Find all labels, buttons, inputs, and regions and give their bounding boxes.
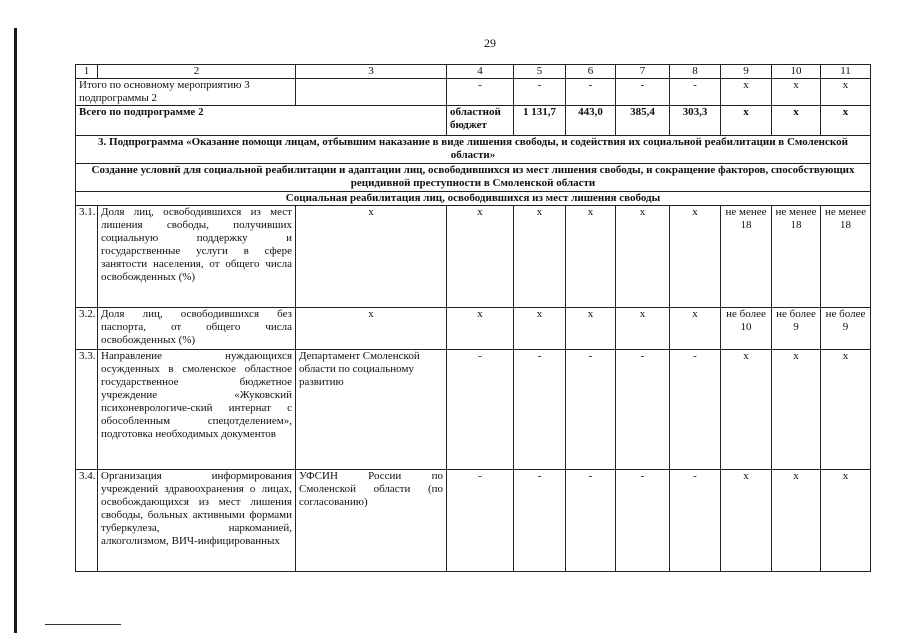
task-title: Социальная реабилитация лиц, освободившихся из мест лишения свободы: [76, 192, 871, 206]
column-number: 3: [296, 65, 447, 79]
value-cell: -: [616, 350, 670, 470]
table-row: [76, 470, 871, 572]
value-cell: х: [566, 308, 616, 350]
executor-cell: [296, 79, 447, 106]
value-cell: x: [772, 79, 821, 106]
item-number: 3.1.: [76, 206, 98, 308]
target-cell: не более 9: [772, 308, 821, 350]
value-cell: -: [447, 350, 514, 470]
target-cell: не менее 18: [821, 206, 871, 308]
value-cell: х: [514, 206, 566, 308]
executor-cell: УФСИН России по Смоленской области (по согласованию): [296, 470, 447, 572]
column-number: 6: [566, 65, 616, 79]
value-cell: -: [447, 79, 514, 106]
table-row: [76, 206, 871, 308]
item-number: 3.4.: [76, 470, 98, 572]
table-row: [76, 350, 871, 470]
value-cell: x: [721, 106, 772, 136]
value-cell: 1 131,7: [514, 106, 566, 136]
row-name: Итого по основному мероприятию 3 подпрограммы 2: [76, 79, 296, 106]
value-cell: х: [566, 206, 616, 308]
section-row: [76, 192, 871, 206]
column-number: 2: [98, 65, 296, 79]
target-cell: не более 9: [821, 308, 871, 350]
value-cell: 303,3: [670, 106, 721, 136]
section-title: 3. Подпрограмма «Оказание помощи лицам, отбывшим наказание в виде лишения свободы, и содействия их социальной реабилитации в Смоленской области»: [76, 136, 871, 164]
target-cell: не менее 18: [721, 206, 772, 308]
item-name: Направление нуждающихся осужденных в смоленское областное государственное бюджетное учреждение «Жуковский психоневрологиче-ский интернат с обособленным спецотделением», подготовка необходимых документов: [98, 350, 296, 470]
target-cell: х: [721, 350, 772, 470]
value-cell: -: [447, 470, 514, 572]
value-cell: х: [447, 308, 514, 350]
column-number: 10: [772, 65, 821, 79]
column-number: 4: [447, 65, 514, 79]
value-cell: -: [670, 470, 721, 572]
executor-cell: Департамент Смоленской области по социальному развитию: [296, 350, 447, 470]
value-cell: -: [670, 350, 721, 470]
page-number: 29: [484, 36, 496, 50]
value-cell: х: [447, 206, 514, 308]
column-number: 9: [721, 65, 772, 79]
section-row: [76, 136, 871, 164]
program-table: [75, 64, 871, 572]
item-name: Доля лиц, освободившихся без паспорта, от общего числа освобожденных (%): [98, 308, 296, 350]
item-number: 3.3.: [76, 350, 98, 470]
target-cell: не менее 18: [772, 206, 821, 308]
value-cell: 385,4: [616, 106, 670, 136]
footnote-rule: [45, 624, 121, 625]
goal-title: Создание условий для социальной реабилитации и адаптации лиц, освободившихся из мест лишения свободы, и сокращение факторов, способствующих рецидивной преступности в Смоленской области: [76, 164, 871, 192]
value-cell: х: [514, 308, 566, 350]
target-cell: х: [821, 470, 871, 572]
value-cell: -: [514, 79, 566, 106]
value-cell: -: [566, 470, 616, 572]
source-cell: областной бюджет: [447, 106, 514, 136]
target-cell: не более 10: [721, 308, 772, 350]
table-row: [76, 79, 871, 106]
target-cell: х: [821, 350, 871, 470]
target-cell: х: [772, 470, 821, 572]
target-cell: х: [772, 350, 821, 470]
executor-cell: х: [296, 206, 447, 308]
value-cell: х: [616, 206, 670, 308]
column-number: 8: [670, 65, 721, 79]
value-cell: x: [821, 106, 871, 136]
item-name: Организация информирования учреждений здравоохранения о лицах, освобождающихся из мест лишения свободы, больных активными формами туберкулеза, наркоманией, алкоголизмом, ВИЧ-инфицированных: [98, 470, 296, 572]
value-cell: 443,0: [566, 106, 616, 136]
value-cell: х: [670, 206, 721, 308]
value-cell: -: [566, 350, 616, 470]
value-cell: -: [670, 79, 721, 106]
column-number: 7: [616, 65, 670, 79]
row-name: Всего по подпрограмме 2: [76, 106, 447, 136]
value-cell: х: [670, 308, 721, 350]
table-row: [76, 106, 871, 136]
value-cell: х: [616, 308, 670, 350]
executor-cell: х: [296, 308, 447, 350]
column-number: 11: [821, 65, 871, 79]
column-number: 1: [76, 65, 98, 79]
value-cell: -: [514, 350, 566, 470]
value-cell: -: [566, 79, 616, 106]
value-cell: -: [616, 79, 670, 106]
value-cell: x: [721, 79, 772, 106]
value-cell: -: [616, 470, 670, 572]
item-number: 3.2.: [76, 308, 98, 350]
value-cell: x: [772, 106, 821, 136]
table-row: [76, 308, 871, 350]
section-row: [76, 164, 871, 192]
column-number: 5: [514, 65, 566, 79]
item-name: Доля лиц, освободившихся из мест лишения свободы, получивших социальную поддержку и государственные услуги в сфере занятости населения, от общего числа освобожденных (%): [98, 206, 296, 308]
scan-margin-bar: [14, 28, 17, 633]
value-cell: -: [514, 470, 566, 572]
target-cell: х: [721, 470, 772, 572]
column-number-row: [76, 65, 871, 79]
value-cell: x: [821, 79, 871, 106]
